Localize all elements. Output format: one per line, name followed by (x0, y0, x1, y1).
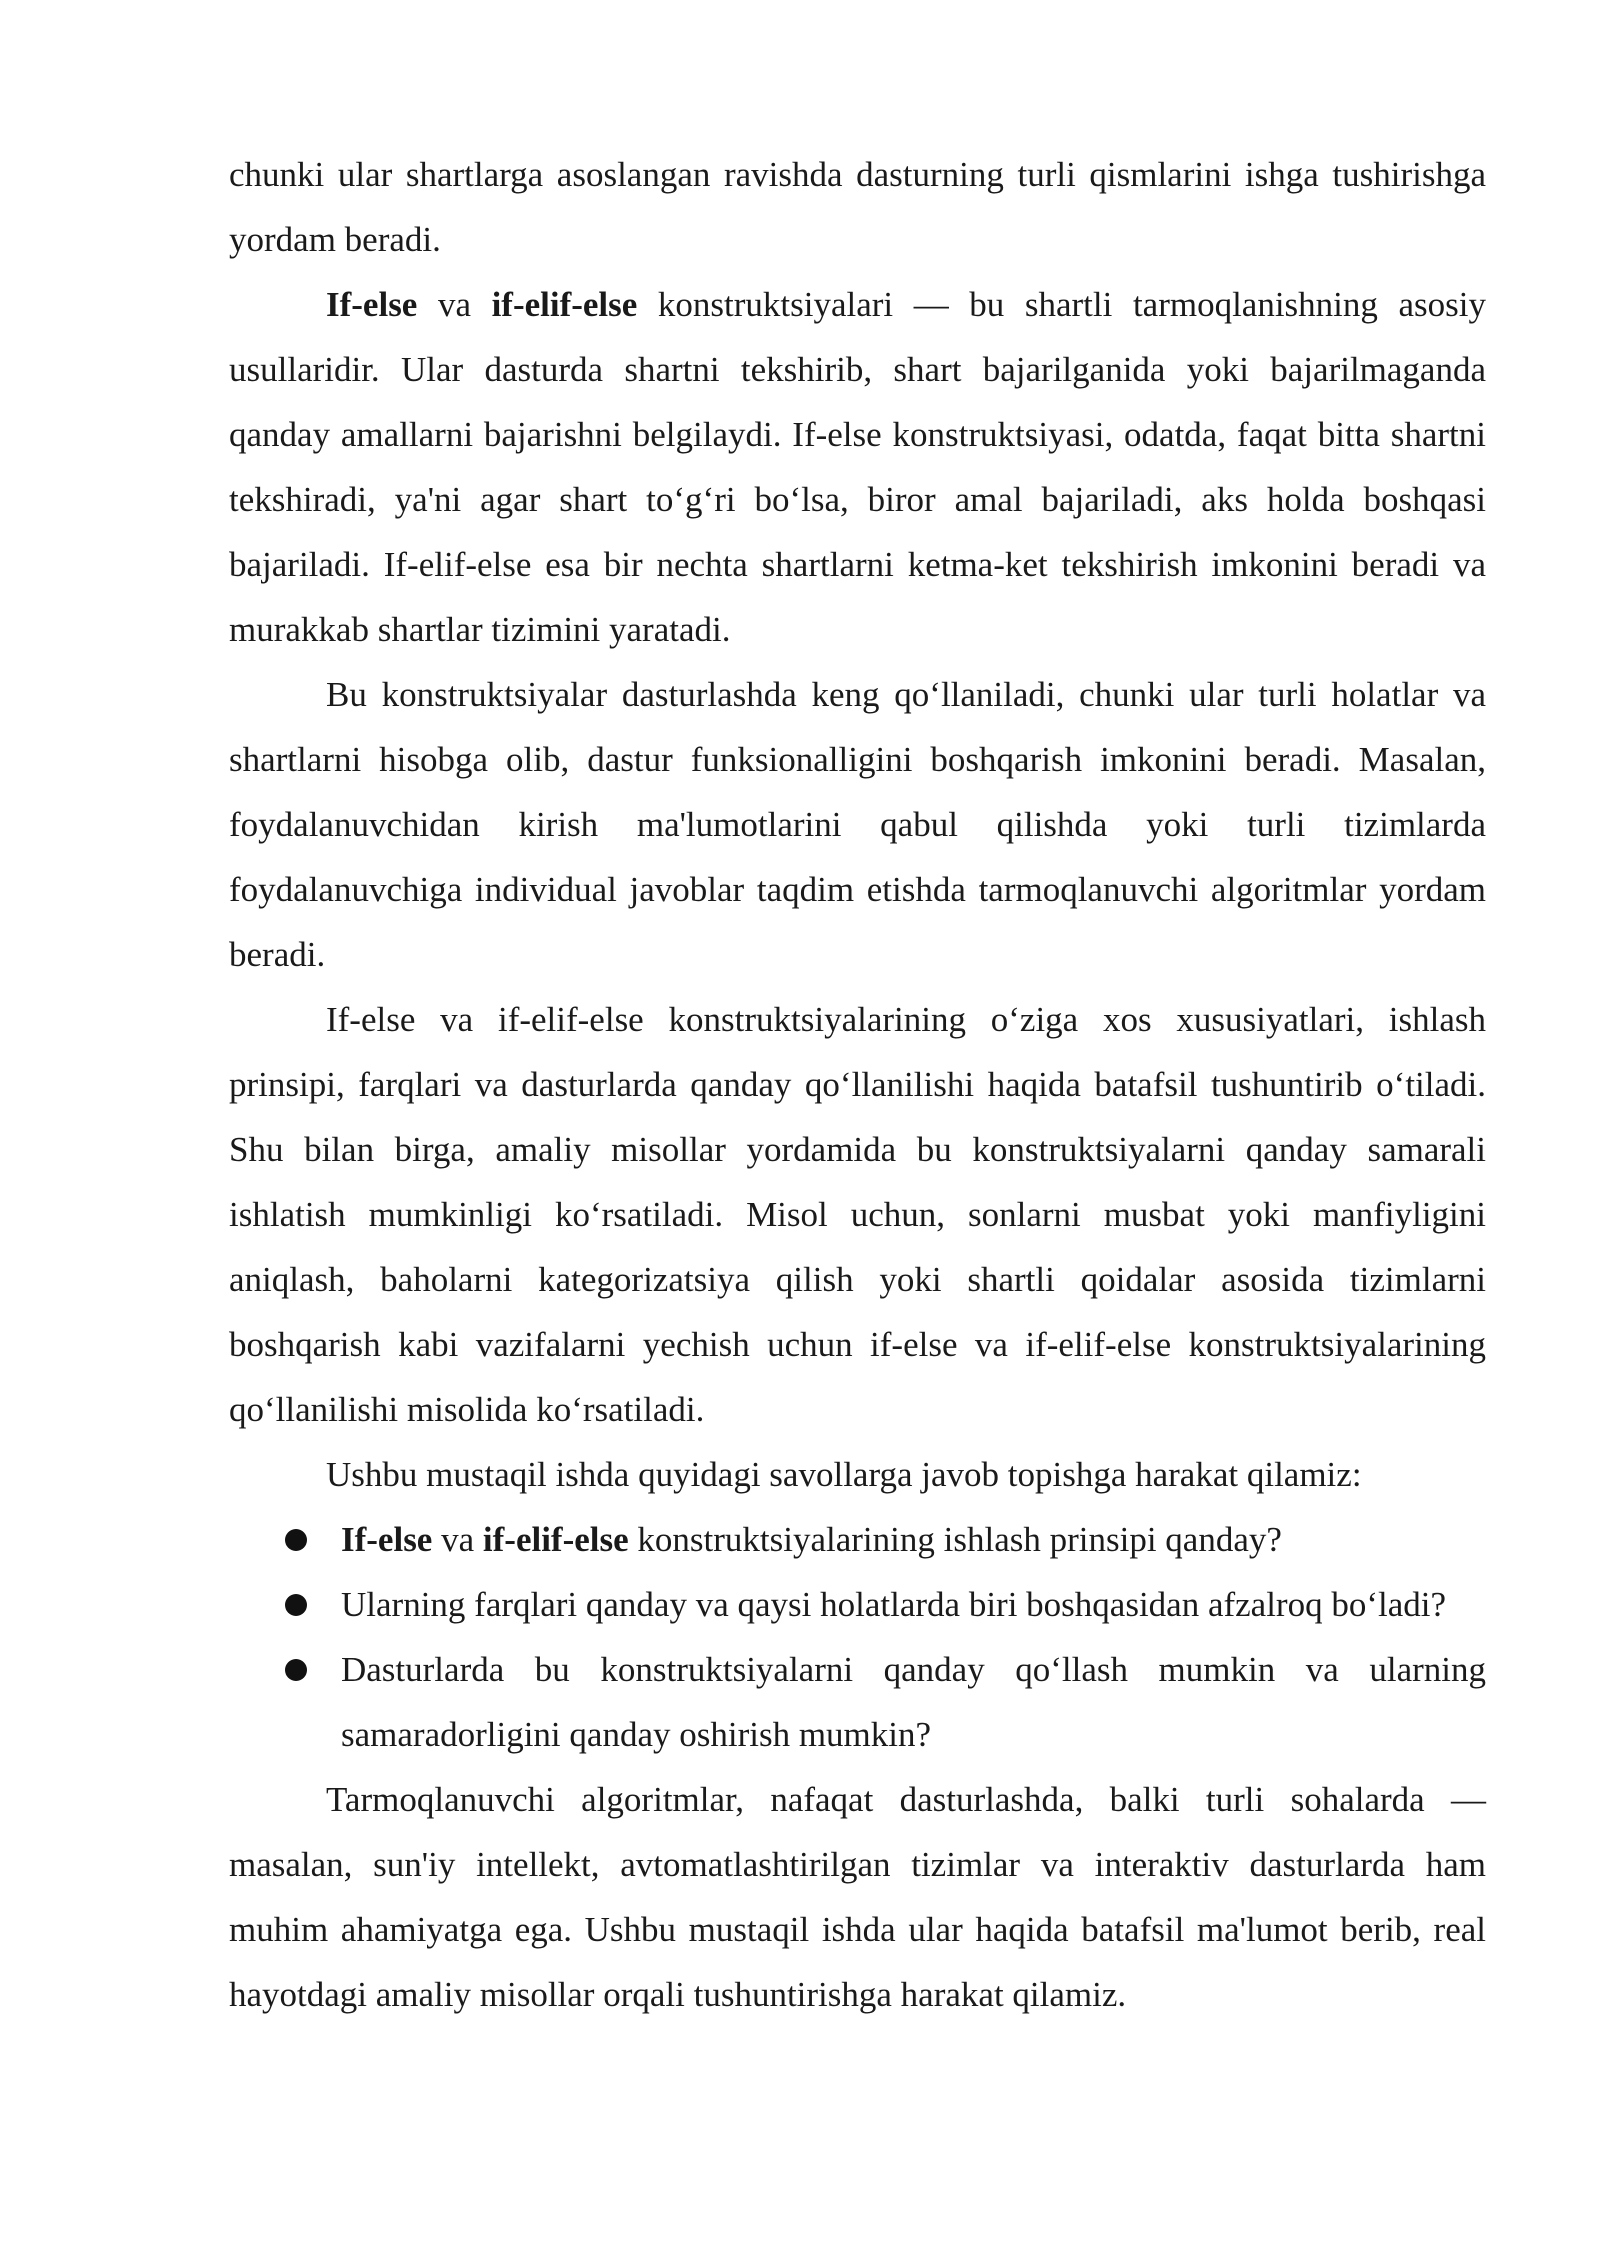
text-segment: konstruktsiyalari — bu shartli tarmoqlanishning asosiy usullaridir. Ular dasturda shartni tekshirib, shart bajarilganida yoki bajarilmaganda qanday amallarni bajarishni belgilaydi. If-else konstruktsiyasi, odatda, faqat bitta shartni tekshiradi, ya'ni agar shart to‘g‘ri bo‘lsa, biror amal bajariladi, aks holda boshqasi bajariladi. If-elif-else esa bir nechta shartlarni ketma-ket tekshirish imkonini beradi va murakkab shartlar tizimini yaratadi. (229, 285, 1486, 649)
list-item (229, 1572, 1486, 1637)
document-body (229, 142, 1486, 2027)
bold-term-if-else: If-else (326, 285, 418, 324)
bullet-icon (285, 1594, 307, 1616)
paragraph-questions-intro: Ushbu mustaqil ishda quyidagi savollarga javob topishga harakat qilamiz: (326, 1455, 1362, 1494)
bullet-icon (285, 1659, 307, 1681)
text-segment: va (417, 285, 492, 324)
text-segment: konstruktsiyalarining ishlash prinsipi qanday? (628, 1520, 1282, 1559)
questions-list (229, 1507, 1486, 1767)
paragraph-if-else-overview (229, 272, 1486, 662)
bold-term-if-elif-else: if-elif-else (491, 285, 638, 324)
paragraph-intro-continuation: chunki ular shartlarga asoslangan ravishda dasturning turli qismlarini ishga tushirishga yordam beradi. (229, 155, 1486, 259)
list-item (229, 1507, 1486, 1572)
bullet-icon (285, 1529, 307, 1551)
paragraph-usage: Bu konstruktsiyalar dasturlashda keng qo‘llaniladi, chunki ular turli holatlar va shartlarni hisobga olib, dastur funksionalligini boshqarish imkonini beradi. Masalan, foydalanuvchidan kirish ma'lumotlarini qabul qilishda yoki turli tizimlarda foydalanuvchiga individual javoblar taqdim etishda tarmoqlanuvchi algoritmlar yordam beradi. (229, 675, 1486, 974)
list-item-text: Dasturlarda bu konstruktsiyalarni qanday qo‘llash mumkin va ularning samaradorligini qanday oshirish mumkin? (341, 1650, 1486, 1754)
bold-term-if-elif-else: if-elif-else (482, 1520, 629, 1559)
list-item (229, 1637, 1486, 1767)
list-item-text: Ularning farqlari qanday va qaysi holatlarda biri boshqasidan afzalroq bo‘ladi? (341, 1585, 1447, 1624)
paragraph-conclusion: Tarmoqlanuvchi algoritmlar, nafaqat dasturlashda, balki turli sohalarda — masalan, sun'iy intellekt, avtomatlashtirilgan tizimlar va interaktiv dasturlarda ham muhim ahamiyatga ega. Ushbu mustaqil ishda ular haqida batafsil ma'lumot berib, real hayotdagi amaliy misollar orqali tushuntirishga harakat qilamiz. (229, 1780, 1486, 2014)
paragraph-features: If-else va if-elif-else konstruktsiyalarining o‘ziga xos xususiyatlari, ishlash prinsipi, farqlari va dasturlarda qanday qo‘llanilishi haqida batafsil tushuntirib o‘tiladi. Shu bilan birga, amaliy misollar yordamida bu konstruktsiyalarni qanday samarali ishlatish mumkinligi ko‘rsatiladi. Misol uchun, sonlarni musbat yoki manfiyligini aniqlash, baholarni kategorizatsiya qilish yoki shartli qoidalar asosida tizimlarni boshqarish kabi vazifalarni yechish uchun if-else va if-elif-else konstruktsiyalarining qo‘llanilishi misolida ko‘rsatiladi. (229, 1000, 1486, 1429)
text-segment: va (432, 1520, 483, 1559)
bold-term-if-else: If-else (341, 1520, 433, 1559)
